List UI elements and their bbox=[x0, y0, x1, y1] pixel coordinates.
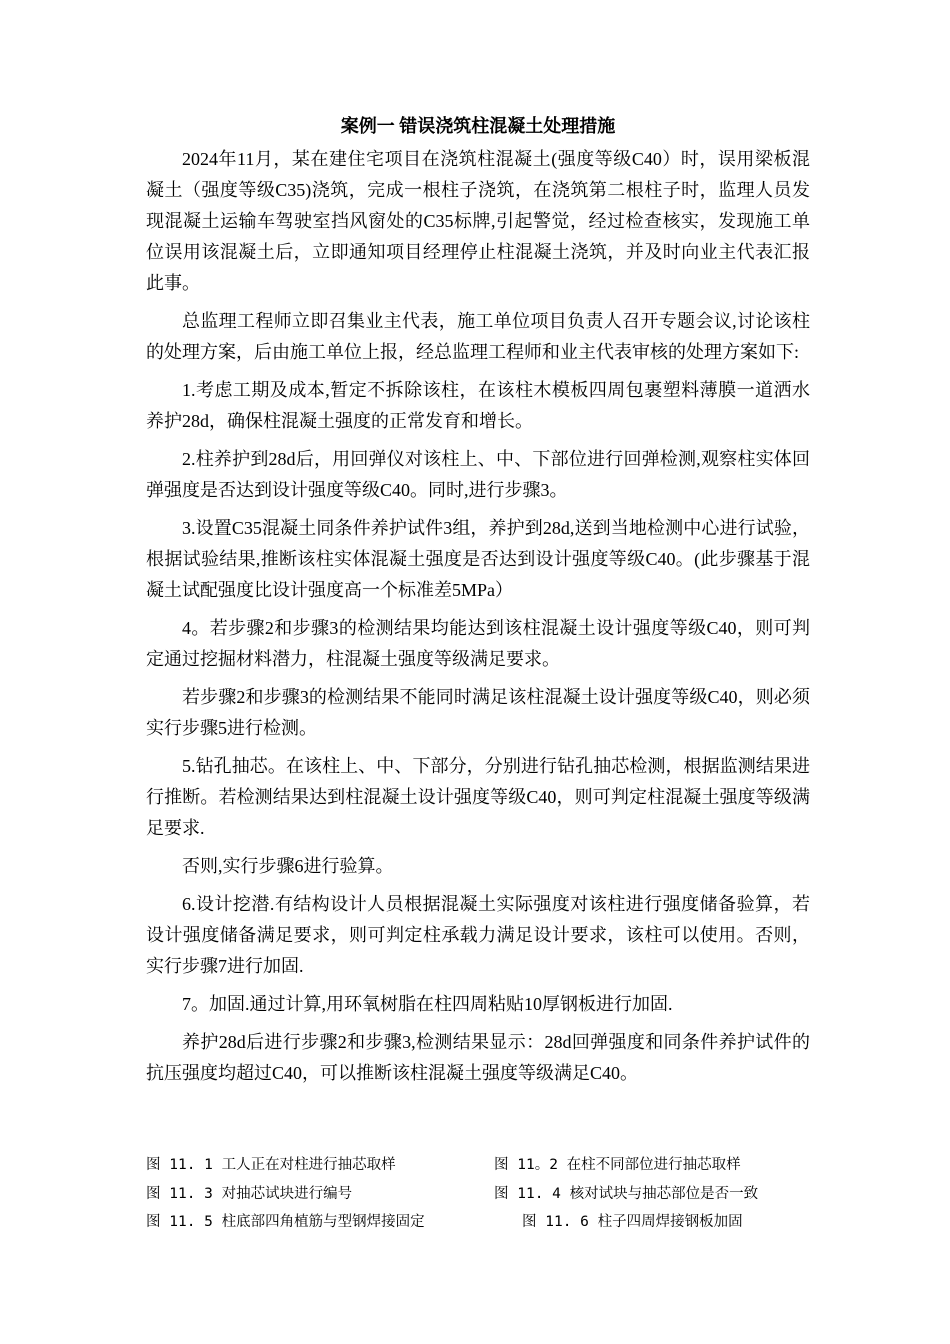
caption-row bbox=[146, 1208, 826, 1237]
paragraph-step-5-else: 否则,实行步骤6进行验算。 bbox=[182, 856, 394, 876]
paragraph-step-2: 2.柱养护到28d后，用回弹仪对该柱上、中、下部位进行回弹检测,观察柱实体回弹强度是否达到设计强度等级C40。同时,进行步骤3。 bbox=[146, 449, 810, 500]
caption-row bbox=[146, 1151, 826, 1180]
figure-caption-11-6: 图 11. 6 柱子四周焊接钢板加固 bbox=[522, 1214, 743, 1230]
paragraph-step-3: 3.设置C35混凝土同条件养护试件3组，养护到28d,送到当地检测中心进行试验，根据试验结果,推断该柱实体混凝土强度是否达到设计强度等级C40。(此步骤基于混凝土试配强度比设计强度高一个标准差5MPa） bbox=[146, 518, 810, 600]
paragraph-background: 2024年11月，某在建住宅项目在浇筑柱混凝土(强度等级C40）时，误用梁板混凝土（强度等级C35)浇筑，完成一根柱子浇筑，在浇筑第二根柱子时，监理人员发现混凝土运输车驾驶室挡风窗处的C35标牌,引起警觉，经过检查核实，发现施工单位误用该混凝土后，立即通知项目经理停止柱混凝土浇筑，并及时向业主代表汇报此事。 bbox=[146, 149, 810, 293]
document-body bbox=[146, 112, 810, 1096]
figure-caption-11-4: 图 11. 4 核对试块与抽芯部位是否一致 bbox=[494, 1185, 759, 1202]
figure-caption-11-1: 图 11. 1 工人正在对柱进行抽芯取样 bbox=[146, 1157, 396, 1173]
case-title: 案例一 错误浇筑柱混凝土处理措施 bbox=[340, 116, 616, 136]
paragraph-meeting: 总监理工程师立即召集业主代表，施工单位项目负责人召开专题会议,讨论该柱的处理方案，后由施工单位上报，经总监理工程师和业主代表审核的处理方案如下: bbox=[146, 311, 810, 362]
paragraph-step-4: 4。若步骤2和步骤3的检测结果均能达到该柱混凝土设计强度等级C40，则可判定通过挖掘材料潜力，柱混凝土强度等级满足要求。 bbox=[146, 618, 810, 669]
paragraph-result: 养护28d后进行步骤2和步骤3,检测结果显示：28d回弹强度和同条件养护试件的抗压强度均超过C40，可以推断该柱混凝土强度等级满足C40。 bbox=[146, 1032, 810, 1083]
paragraph-step-6: 6.设计挖潜.有结构设计人员根据混凝土实际强度对该柱进行强度储备验算，若设计强度储备满足要求，则可判定柱承载力满足设计要求，该柱可以使用。否则，实行步骤7进行加固. bbox=[146, 894, 810, 976]
paragraph-step-4-else: 若步骤2和步骤3的检测结果不能同时满足该柱混凝土设计强度等级C40，则必须实行步骤5进行检测。 bbox=[146, 687, 810, 738]
figure-caption-11-5: 图 11. 5 柱底部四角植筋与型钢焊接固定 bbox=[146, 1214, 425, 1230]
figure-caption-11-2: 图 11。2 在柱不同部位进行抽芯取样 bbox=[494, 1157, 741, 1173]
paragraph-step-7: 7。加固.通过计算,用环氧树脂在柱四周粘贴10厚钢板进行加固. bbox=[182, 994, 673, 1014]
caption-row bbox=[146, 1180, 826, 1209]
paragraph-step-5: 5.钻孔抽芯。在该柱上、中、下部分，分别进行钻孔抽芯检测，根据监测结果进行推断。若检测结果达到柱混凝土设计强度等级C40，则可判定柱混凝土强度等级满足要求. bbox=[146, 756, 810, 838]
figure-captions bbox=[146, 1151, 826, 1237]
paragraph-step-1: 1.考虑工期及成本,暂定不拆除该柱，在该柱木模板四周包裹塑料薄膜一道洒水养护28d，确保柱混凝土强度的正常发育和增长。 bbox=[146, 380, 810, 431]
figure-caption-11-3: 图 11. 3 对抽芯试块进行编号 bbox=[146, 1185, 353, 1202]
